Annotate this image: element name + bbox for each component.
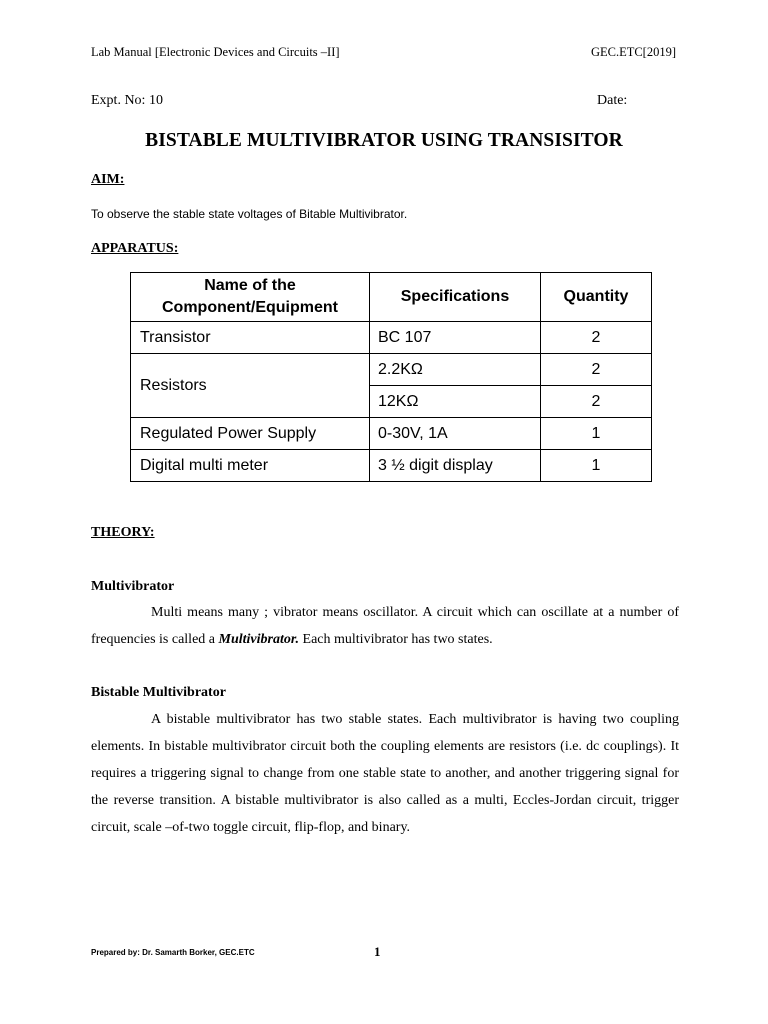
- cell-qty: 1: [541, 450, 652, 482]
- multivibrator-text-before: Multi means many ; vibrator means oscillator. A circuit which can oscillate at a number of frequencies is called a: [91, 605, 679, 647]
- date-label: Date:: [597, 93, 628, 108]
- aim-heading: AIM:: [91, 172, 125, 187]
- experiment-number: Expt. No: 10: [91, 93, 163, 108]
- aim-text: To observe the stable state voltages of Bitable Multivibrator.: [91, 207, 408, 221]
- apparatus-table: [130, 272, 652, 482]
- cell-spec: BC 107: [370, 322, 541, 354]
- table-row: [131, 354, 652, 386]
- header-right: GEC.ETC[2019]: [590, 45, 676, 59]
- bistable-paragraph: A bistable multivibrator has two stable states. Each multivibrator is having two coupling elements. In bistable multivibrator circuit both the coupling elements are resistors (i.e. dc couplings). It requires a triggering signal to change from one stable state to another, and another triggering signal for the reverse transition. A bistable multivibrator is also called as a multi, Eccles-Jordan circuit, trigger circuit, scale –of-two toggle circuit, flip-flop, and binary.: [91, 712, 679, 835]
- cell-name: Resistors: [131, 354, 370, 418]
- column-header-name: Name of the Component/Equipment: [131, 273, 370, 322]
- cell-qty: 2: [541, 354, 652, 386]
- cell-name: Regulated Power Supply: [131, 418, 370, 450]
- multivibrator-heading: Multivibrator: [91, 579, 175, 594]
- theory-heading: THEORY:: [91, 525, 155, 540]
- table-row: [131, 450, 652, 482]
- cell-qty: 2: [541, 322, 652, 354]
- bistable-heading: Bistable Multivibrator: [91, 685, 226, 700]
- header-left: Lab Manual [Electronic Devices and Circuits –II]: [91, 45, 340, 59]
- table-row: [131, 418, 652, 450]
- cell-spec: 3 ½ digit display: [370, 450, 541, 482]
- prepared-by: Prepared by: Dr. Samarth Borker, GEC.ETC: [91, 948, 255, 957]
- document-title: BISTABLE MULTIVIBRATOR USING TRANSISITOR: [145, 130, 623, 151]
- cell-spec: 2.2KΩ: [370, 354, 541, 386]
- column-header-specifications: Specifications: [370, 273, 541, 322]
- cell-spec: 12KΩ: [370, 386, 541, 418]
- apparatus-heading: APPARATUS:: [91, 241, 179, 256]
- multivibrator-paragraph: [91, 599, 679, 653]
- cell-qty: 1: [541, 418, 652, 450]
- cell-spec: 0-30V, 1A: [370, 418, 541, 450]
- multivibrator-emphasis: Multivibrator.: [218, 632, 300, 647]
- multivibrator-text-after: Each multivibrator has two states.: [299, 632, 493, 647]
- page-number: 1: [374, 944, 381, 959]
- cell-name: Digital multi meter: [131, 450, 370, 482]
- table-row: [131, 322, 652, 354]
- cell-qty: 2: [541, 386, 652, 418]
- table-header-row: [131, 273, 652, 322]
- column-header-quantity: Quantity: [541, 273, 652, 322]
- cell-name: Transistor: [131, 322, 370, 354]
